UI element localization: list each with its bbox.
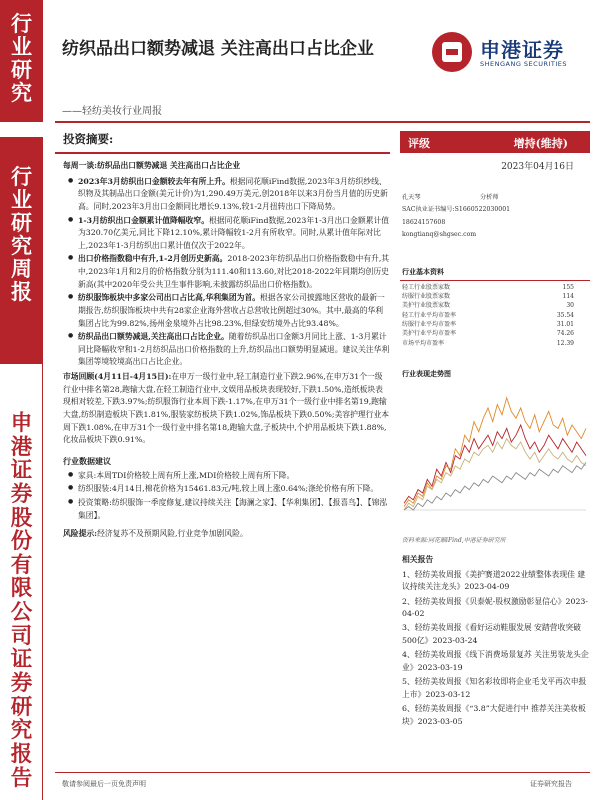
related-heading: 相关报告: [402, 555, 434, 565]
sidebar-char: 报: [10, 741, 33, 767]
chart-series-line-3: [404, 463, 586, 511]
footer-divider: [55, 772, 590, 773]
logo-chinese-name: 申港证券: [480, 38, 564, 62]
rating-bar: [400, 131, 590, 153]
related-report-item[interactable]: 2、轻纺美妆周报《贝泰妮-股权激励彰显信心》2023-04-02: [402, 596, 589, 619]
rating-label: 评级: [408, 137, 430, 150]
analyst-cert: SAC执业证书编号:S1660522030001: [402, 206, 511, 214]
market-review: 市场回顾(4月11日-4月15日):在申万一级行业中,轻工制造行业下跌2.96%,在申万31个一级行业中排名第28,跑输大盘,在轻工制造行业中,文娱用品板块表现较好,下跌1.50%,造纸板块表现相对较差,下跌3.97%;纺织服饰行业本周下跌-1.17%,在申万31个一级行业中排名第19,跑输大盘,纺织制造板块下跌1.81%,服装家纺板块下跌1.02%,饰品板块下跌0.50%;美容护理行业本周下跌1.08%,在申万31个一级行业中排名第18,跑输大盘,子板块中,个护用品板块下跌1.88%,化妆品板块下跌0.91%。: [63, 372, 390, 445]
logo-english-name: SHENGANG SECURITIES: [480, 60, 568, 68]
sidebar-char: 公: [10, 600, 33, 626]
sidebar-char: 周: [11, 256, 32, 282]
stats-row: [402, 301, 590, 310]
related-report-item[interactable]: 5、轻纺美妆周报《知名彩妆即将企业毛戈平再次申报上市》2023-03-12: [402, 677, 587, 699]
report-title: 纺织品出口额势减退 关注高出口占比企业: [62, 39, 374, 59]
suggestion-item: ● 纺织服装:4月14日,棉花价格为15461.83元/吨,较上周上涨0.64%;涤纶价格有所下降。: [69, 483, 390, 496]
footer-disclaimer[interactable]: 敬请参阅最后一页免责声明: [62, 780, 146, 788]
sidebar-char: 究: [11, 80, 32, 106]
stats-value: 30: [566, 302, 574, 310]
stats-row: [402, 329, 590, 338]
sidebar-char: 港: [10, 434, 33, 460]
related-reports: [400, 554, 590, 728]
chart-heading: 行业表现走势图: [402, 369, 451, 379]
logo-emblem-icon: [432, 32, 472, 72]
sidebar-char: 研: [10, 694, 33, 720]
stats-value: 155: [562, 283, 574, 291]
sidebar-char: 报: [11, 279, 32, 305]
summary-section: [55, 131, 390, 541]
suggestion-heading: 行业数据建议: [63, 455, 111, 466]
stats-row: [402, 339, 590, 348]
sidebar-char: 证: [10, 647, 33, 673]
sidebar-char: 业: [11, 34, 32, 60]
related-report-item[interactable]: 3、轻纺美妆周报《看好运动鞋服发展 安踏营收突破500亿》2023-03-24: [402, 623, 581, 645]
info-column: [400, 131, 590, 730]
stats-label: 纺服行业股票家数: [402, 292, 451, 300]
stats-value: 31.01: [556, 321, 574, 329]
chart-series-line-1: [404, 398, 586, 507]
sidebar-char: 证: [10, 458, 33, 484]
company-logo: [432, 32, 592, 72]
stats-label: 轻工行业股票家数: [402, 283, 451, 291]
stats-label: 美护行业平均市盈率: [402, 330, 457, 338]
sidebar: [0, 0, 43, 800]
related-report-item[interactable]: 6、轻纺美妆周报《“3.8”大促进行中 推荐关注美妆板块》2023-03-05: [402, 704, 586, 726]
summary-bullet: ● 2023年3月纺织出口金额较去年有所上升。根据同花顺iFind数据,2023年3月纺织纱线、织物及其制品出口金额(美元计价)为1,290.49万美元,创2018年以来3月份当月值的历史新高。同时,2023年3月出口金额同比增长9.13%,较1-2月扭转出口下降局势。: [69, 176, 390, 214]
sidebar-label-company-report: [0, 412, 43, 790]
summary-bullet: ● 1-3月纺织出口金额累计值降幅收窄。根据同花顺iFind数据,2023年1-3月出口金额累计值为320.70亿美元,同比下降12.10%,累计降幅较1-2月有所收窄。同时,从累计值年际对比上,2023年1-3月纺织出口累计值仅次于2022年。: [69, 215, 390, 253]
sidebar-char: 份: [10, 529, 33, 555]
analyst-phone: 18624157608: [402, 218, 446, 226]
suggestion-item: ● 投资策略:纺织服饰一季度修复,建议持续关注【海澜之家】、【华利集团】、【报喜鸟】、【锦泓集团】。: [69, 497, 390, 522]
stats-heading: 行业基本资料: [402, 266, 444, 276]
report-date: 2023年04月16日: [501, 162, 574, 172]
sidebar-char: 司: [10, 623, 33, 649]
sidebar-char: 行: [11, 11, 32, 36]
footer-label: 证券研究报告: [530, 780, 572, 788]
suggestion-bullets: [69, 470, 390, 523]
sidebar-char: 研: [11, 210, 32, 236]
analyst-name: 孔天琴: [402, 194, 421, 201]
stats-row: [402, 320, 590, 329]
stats-divider: [400, 280, 590, 281]
stats-label: 市场平均市盈率: [402, 339, 445, 347]
related-report-item[interactable]: 4、轻纺美妆周报《线下消费场景复苏 关注男装龙头企业》2023-03-19: [402, 650, 589, 672]
rating-value: 增持(维持): [513, 137, 568, 150]
analyst-email[interactable]: kongtianq@shgsec.com: [402, 231, 477, 239]
stats-row: [402, 311, 590, 320]
stats-label: 美护行业股票家数: [402, 302, 451, 310]
chart-series-line-2: [404, 439, 586, 510]
sidebar-char: 行: [11, 164, 32, 189]
risk-warning: 风险提示:经济复苏不及预期风险,行业竞争加剧风险。: [63, 529, 248, 539]
sidebar-char: 券: [10, 481, 33, 507]
sidebar-char: 究: [11, 233, 32, 259]
suggestion-item: ● 家具:本周TDI价格较上周有所上涨,MDI价格较上周有所下降。: [69, 470, 390, 483]
stats-label: 纺服行业平均市盈率: [402, 321, 457, 329]
sidebar-char: 告: [10, 765, 33, 791]
related-report-item[interactable]: 1、轻纺美妆周报《美护赛道2022业绩整体表现佳 建议持续关注龙头》2023-04-09: [402, 569, 586, 592]
report-subtitle: ——轻纺美妆行业周报: [62, 106, 162, 117]
sidebar-char: 究: [10, 718, 33, 744]
stats-label: 轻工行业平均市盈率: [402, 311, 457, 319]
stats-value: 12.39: [556, 339, 574, 347]
analyst-role: 分析师: [480, 194, 499, 201]
weekly-topic: 每周一谈:纺织品出口额势减退 关注高出口占比企业: [63, 161, 241, 170]
sidebar-label-weekly-report: [0, 165, 43, 304]
summary-bullet: ● 纺织品出口额势减退,关注高出口占比企业。随着纺织品出口金额3月同比上涨、1-3月累计同比降幅收窄和1-2月纺织品出口价格指数的上升,纺织品出口额势明显减退。建议关注华利集团等境较境高出口占比企业。: [69, 331, 390, 369]
performance-chart-svg: [400, 385, 590, 535]
stats-value: 74.26: [556, 330, 574, 338]
sidebar-label-industry-research: [0, 12, 43, 104]
performance-chart: [400, 385, 590, 535]
sidebar-char: 申: [10, 411, 33, 436]
sidebar-char: 业: [11, 187, 32, 213]
header-divider: [55, 121, 590, 123]
summary-divider: [55, 152, 390, 154]
sidebar-char: 券: [10, 671, 33, 697]
stats-row: [402, 283, 590, 292]
sidebar-char: 股: [10, 505, 33, 531]
stats-value: 114: [562, 292, 574, 300]
summary-bullets: [69, 176, 390, 369]
analyst-info: [400, 192, 590, 242]
stats-table: [400, 283, 590, 349]
sidebar-char: 限: [10, 576, 33, 602]
sidebar-char: 研: [11, 57, 32, 83]
summary-bullet: ● 纺织服饰板块中多家公司出口占比高,华利集团为首。根据各家公司披露地区营收的最新一期报告,纺织服饰板块中共有28家企业海外营收占总营收比例超过30%。其中,最高的华利集团占比为99.82%,扬州金泉境外占比98.23%,但绿安纺境外占比93.48%。: [69, 292, 390, 330]
sidebar-char: 有: [10, 552, 33, 578]
summary-bullet: ● 出口价格指数稳中有升,1-2月创历史新高。2018-2023年纺织品出口价格指数稳中有升,其中,2023年1月和2月的价格指数分别为111.40和113.60,对比2018-2022年同期均创历史新高(其中2020年受公共卫生事件影响,未披露纺织品出口价格指数)。: [69, 253, 390, 291]
summary-heading: 投资摘要:: [63, 132, 114, 146]
stats-row: [402, 292, 590, 301]
stats-value: 35.54: [556, 311, 574, 319]
chart-series-line-0: [404, 425, 586, 503]
chart-source: 资料来源:同花顺iFind,申港证券研究所: [402, 537, 506, 545]
